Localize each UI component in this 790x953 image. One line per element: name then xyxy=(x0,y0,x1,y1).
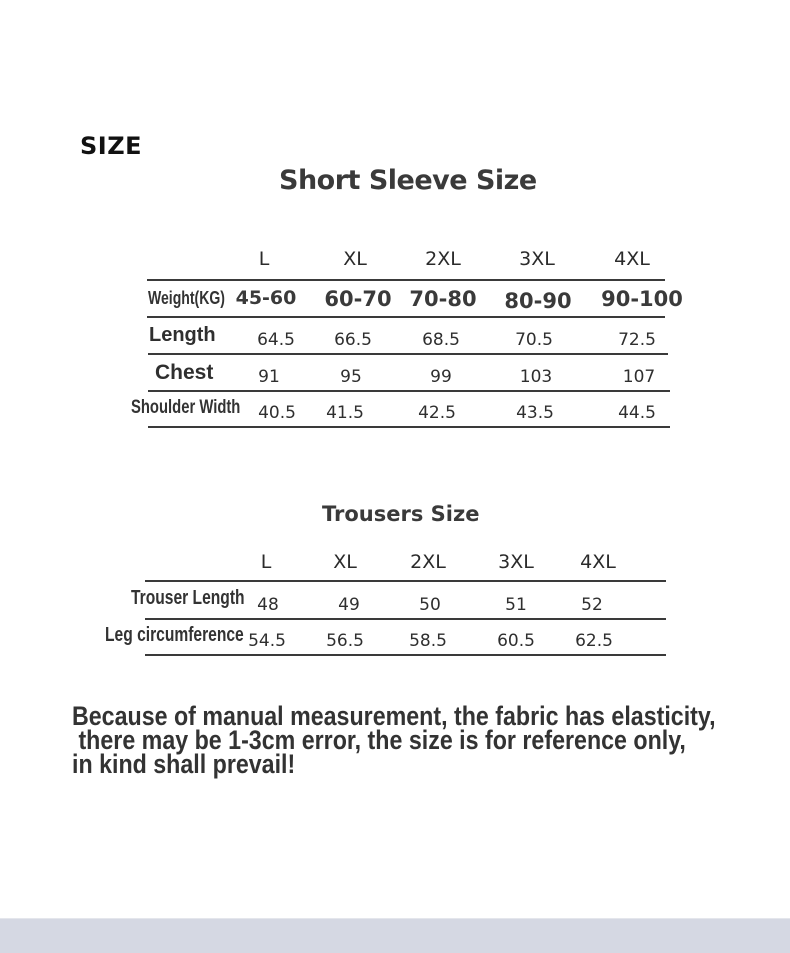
table-cell: 48 xyxy=(257,595,279,615)
table-cell: 60-70 xyxy=(324,287,392,311)
divider xyxy=(145,654,666,656)
table-cell: 50 xyxy=(419,595,441,615)
column-header: 4XL xyxy=(580,551,616,573)
row-label-leg-circumference: Leg circumference xyxy=(105,624,244,646)
table-cell: 41.5 xyxy=(326,403,364,423)
column-header: 4XL xyxy=(614,248,650,270)
disclaimer-line: there may be 1-3cm error, the size is for reference only, xyxy=(72,725,686,755)
divider xyxy=(147,279,665,281)
table-cell: 70.5 xyxy=(515,330,553,350)
table-cell: 56.5 xyxy=(326,631,364,651)
bottom-strip xyxy=(0,918,790,953)
short-sleeve-title: Short Sleeve Size xyxy=(279,165,537,196)
row-label-weight: Weight(KG) xyxy=(148,288,225,308)
divider xyxy=(145,618,666,620)
table-cell: 95 xyxy=(340,367,362,387)
column-header: XL xyxy=(333,551,357,573)
table-cell: 99 xyxy=(430,367,452,387)
column-header: L xyxy=(260,551,272,573)
table-cell: 64.5 xyxy=(257,330,295,350)
table-cell: 40.5 xyxy=(258,403,296,423)
row-label-trouser-length: Trouser Length xyxy=(131,587,245,609)
table-cell: 49 xyxy=(338,595,360,615)
table-cell: 66.5 xyxy=(334,330,372,350)
measurement-disclaimer xyxy=(72,701,716,779)
table-cell: 103 xyxy=(519,367,553,387)
row-label-chest: Chest xyxy=(155,361,214,384)
table-cell: 44.5 xyxy=(618,403,656,423)
column-header: 2XL xyxy=(410,551,446,573)
row-label-length: Length xyxy=(149,324,216,346)
table-cell: 42.5 xyxy=(418,403,456,423)
table-cell: 60.5 xyxy=(497,631,535,651)
table-cell: 45-60 xyxy=(235,287,297,309)
column-header: 2XL xyxy=(425,248,461,270)
table-cell: 70-80 xyxy=(409,287,477,311)
divider xyxy=(148,353,668,355)
size-heading: SIZE xyxy=(80,132,143,160)
divider xyxy=(145,580,666,582)
column-header: L xyxy=(258,248,270,270)
table-cell: 91 xyxy=(258,367,280,387)
table-cell: 51 xyxy=(505,595,527,615)
disclaimer-line: Because of manual measurement, the fabric has elasticity, xyxy=(72,701,716,731)
table-cell: 52 xyxy=(581,595,603,615)
divider xyxy=(148,426,670,428)
table-cell: 72.5 xyxy=(618,330,656,350)
table-cell: 80-90 xyxy=(504,289,572,313)
trousers-title: Trousers Size xyxy=(322,502,480,526)
row-label-shoulder-width: Shoulder Width xyxy=(131,397,241,418)
divider xyxy=(148,390,670,392)
table-cell: 54.5 xyxy=(248,631,286,651)
column-header: 3XL xyxy=(498,551,534,573)
disclaimer-line: in kind shall prevail! xyxy=(72,749,296,779)
table-cell: 90-100 xyxy=(601,287,683,311)
table-cell: 43.5 xyxy=(516,403,554,423)
table-cell: 107 xyxy=(622,367,656,387)
divider xyxy=(147,316,665,318)
table-cell: 58.5 xyxy=(409,631,447,651)
column-header: 3XL xyxy=(519,248,555,270)
column-header: XL xyxy=(343,248,367,270)
table-cell: 68.5 xyxy=(422,330,460,350)
table-cell: 62.5 xyxy=(575,631,613,651)
